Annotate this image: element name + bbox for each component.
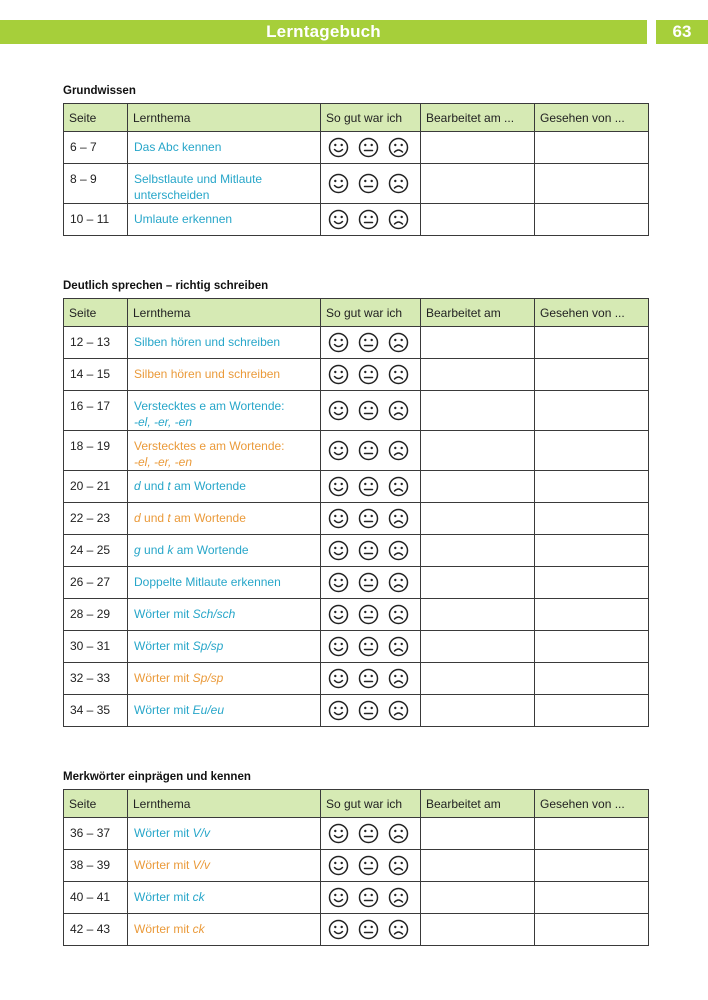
learning-table [63, 298, 649, 727]
rating-faces [321, 359, 421, 391]
table-row [64, 431, 649, 471]
happy-face-icon[interactable] [328, 173, 349, 194]
page-range: 10 – 11 [64, 204, 128, 236]
topic-text: Wörter mit [134, 671, 193, 685]
page-range: 26 – 27 [64, 567, 128, 599]
checked-by-cell[interactable] [535, 359, 649, 391]
date-cell[interactable] [421, 535, 535, 567]
face-rating-group [321, 540, 420, 561]
learning-topic [128, 503, 321, 535]
sad-face-icon[interactable] [388, 332, 409, 353]
topic-text: und [140, 479, 168, 493]
column-header-so-gut-war-ich: So gut war ich [321, 299, 421, 327]
learning-topic [128, 471, 321, 503]
section-deutlich-sprechen [63, 280, 648, 727]
checked-by-cell[interactable] [535, 503, 649, 535]
learning-topic [128, 431, 321, 471]
learning-topic [128, 164, 321, 204]
rating-faces [321, 431, 421, 471]
topic-text: Silben hören und schreiben [134, 367, 281, 381]
happy-face-icon[interactable] [328, 572, 349, 593]
topic-text: V/v [192, 858, 211, 872]
face-rating-group [321, 440, 420, 461]
happy-face-icon[interactable] [328, 364, 349, 385]
sad-face-icon[interactable] [388, 476, 409, 497]
topic-text: Verstecktes e am Wortende: [134, 399, 285, 413]
checked-by-cell[interactable] [535, 818, 649, 850]
table-row [64, 204, 649, 236]
table-row [64, 599, 649, 631]
table-row [64, 327, 649, 359]
date-cell[interactable] [421, 327, 535, 359]
column-header-so-gut-war-ich: So gut war ich [321, 790, 421, 818]
rating-faces [321, 391, 421, 431]
date-cell[interactable] [421, 882, 535, 914]
page-range: 12 – 13 [64, 327, 128, 359]
happy-face-icon[interactable] [328, 508, 349, 529]
table-row [64, 535, 649, 567]
rating-faces [321, 132, 421, 164]
page-range: 8 – 9 [64, 164, 128, 204]
checked-by-cell[interactable] [535, 599, 649, 631]
topic-text: k [167, 543, 174, 557]
sad-face-icon[interactable] [388, 364, 409, 385]
table-row [64, 359, 649, 391]
face-rating-group [321, 572, 420, 593]
learning-topic [128, 914, 321, 946]
table-row [64, 818, 649, 850]
page-number-box [656, 20, 708, 44]
neutral-face-icon[interactable] [358, 636, 379, 657]
table-row [64, 882, 649, 914]
date-cell[interactable] [421, 567, 535, 599]
date-cell[interactable] [421, 132, 535, 164]
face-rating-group [321, 137, 420, 158]
section-title: Merkwörter einprägen und kennen [63, 771, 251, 783]
topic-text: am Wortende [173, 543, 249, 557]
topic-text: Sp/sp [192, 639, 224, 653]
checked-by-cell[interactable] [535, 631, 649, 663]
learning-topic [128, 631, 321, 663]
face-rating-group [321, 919, 420, 940]
table-row [64, 914, 649, 946]
neutral-face-icon[interactable] [358, 440, 379, 461]
face-rating-group [321, 209, 420, 230]
topic-text: Wörter mit [134, 858, 193, 872]
table-header-row [64, 104, 649, 132]
sad-face-icon[interactable] [388, 209, 409, 230]
date-cell[interactable] [421, 204, 535, 236]
neutral-face-icon[interactable] [358, 668, 379, 689]
date-cell[interactable] [421, 164, 535, 204]
column-header-seite: Seite [64, 299, 128, 327]
page-range: 30 – 31 [64, 631, 128, 663]
rating-faces [321, 567, 421, 599]
happy-face-icon[interactable] [328, 476, 349, 497]
rating-faces [321, 882, 421, 914]
learning-topic [128, 882, 321, 914]
table-row [64, 503, 649, 535]
table-row [64, 391, 649, 431]
face-rating-group [321, 332, 420, 353]
neutral-face-icon[interactable] [358, 400, 379, 421]
rating-faces [321, 850, 421, 882]
face-rating-group [321, 700, 420, 721]
section-title: Deutlich sprechen – richtig schreiben [63, 280, 269, 292]
page-range: 14 – 15 [64, 359, 128, 391]
page-range: 34 – 35 [64, 695, 128, 727]
checked-by-cell[interactable] [535, 391, 649, 431]
neutral-face-icon[interactable] [358, 855, 379, 876]
neutral-face-icon[interactable] [358, 700, 379, 721]
date-cell[interactable] [421, 471, 535, 503]
topic-text: Silben hören und schreiben [134, 335, 281, 349]
sad-face-icon[interactable] [388, 572, 409, 593]
topic-text: Wörter mit [134, 922, 193, 936]
column-header-so-gut-war-ich: So gut war ich [321, 104, 421, 132]
learning-topic [128, 850, 321, 882]
column-header-lernthema: Lernthema [128, 104, 321, 132]
topic-text: Umlaute erkennen [134, 212, 233, 226]
sad-face-icon[interactable] [388, 604, 409, 625]
checked-by-cell[interactable] [535, 431, 649, 471]
face-rating-group [321, 364, 420, 385]
neutral-face-icon[interactable] [358, 332, 379, 353]
happy-face-icon[interactable] [328, 636, 349, 657]
column-header-bearbeitet-am: Bearbeitet am ... [421, 104, 535, 132]
happy-face-icon[interactable] [328, 823, 349, 844]
page-range: 6 – 7 [64, 132, 128, 164]
topic-text: Wörter mit [134, 890, 193, 904]
topic-text: Selbstlaute und Mitlaute unterscheiden [134, 172, 263, 202]
learning-topic [128, 359, 321, 391]
rating-faces [321, 818, 421, 850]
learning-topic [128, 204, 321, 236]
learning-topic [128, 327, 321, 359]
checked-by-cell[interactable] [535, 850, 649, 882]
date-cell[interactable] [421, 631, 535, 663]
column-header-seite: Seite [64, 790, 128, 818]
topic-text: g [134, 543, 141, 557]
rating-faces [321, 695, 421, 727]
rating-faces [321, 204, 421, 236]
learning-topic [128, 818, 321, 850]
topic-text: V/v [192, 826, 211, 840]
topic-text: und [140, 543, 168, 557]
happy-face-icon[interactable] [328, 137, 349, 158]
date-cell[interactable] [421, 359, 535, 391]
checked-by-cell[interactable] [535, 535, 649, 567]
neutral-face-icon[interactable] [358, 364, 379, 385]
sad-face-icon[interactable] [388, 700, 409, 721]
happy-face-icon[interactable] [328, 209, 349, 230]
face-rating-group [321, 887, 420, 908]
neutral-face-icon[interactable] [358, 887, 379, 908]
checked-by-cell[interactable] [535, 204, 649, 236]
section-grundwissen [63, 85, 648, 236]
table-row [64, 471, 649, 503]
neutral-face-icon[interactable] [358, 476, 379, 497]
neutral-face-icon[interactable] [358, 173, 379, 194]
happy-face-icon[interactable] [328, 919, 349, 940]
learning-topic [128, 695, 321, 727]
checked-by-cell[interactable] [535, 914, 649, 946]
date-cell[interactable] [421, 431, 535, 471]
face-rating-group [321, 855, 420, 876]
happy-face-icon[interactable] [328, 604, 349, 625]
topic-text: ck [192, 890, 205, 904]
column-header-lernthema: Lernthema [128, 790, 321, 818]
checked-by-cell[interactable] [535, 132, 649, 164]
happy-face-icon[interactable] [328, 668, 349, 689]
date-cell[interactable] [421, 914, 535, 946]
learning-topic [128, 663, 321, 695]
topic-text: d [134, 479, 141, 493]
column-header-seite: Seite [64, 104, 128, 132]
topic-text: Eu/eu [192, 703, 225, 717]
sad-face-icon[interactable] [388, 919, 409, 940]
sad-face-icon[interactable] [388, 636, 409, 657]
page-range: 20 – 21 [64, 471, 128, 503]
learning-topic [128, 132, 321, 164]
page-title: Lerntagebuch [266, 22, 381, 41]
topic-text: Wörter mit [134, 826, 193, 840]
topic-text: am Wortende [170, 511, 246, 525]
topic-text: und [140, 511, 168, 525]
learning-topic [128, 535, 321, 567]
date-cell[interactable] [421, 503, 535, 535]
table-header-row [64, 299, 649, 327]
sad-face-icon[interactable] [388, 508, 409, 529]
column-header-gesehen-von: Gesehen von ... [535, 790, 649, 818]
topic-text: Das Abc kennen [134, 140, 222, 154]
page-range: 36 – 37 [64, 818, 128, 850]
topic-text: d [134, 511, 141, 525]
happy-face-icon[interactable] [328, 887, 349, 908]
neutral-face-icon[interactable] [358, 572, 379, 593]
topic-text: Sp/sp [192, 671, 224, 685]
column-header-bearbeitet-am: Bearbeitet am [421, 790, 535, 818]
table-row [64, 132, 649, 164]
column-header-bearbeitet-am: Bearbeitet am [421, 299, 535, 327]
checked-by-cell[interactable] [535, 164, 649, 204]
face-rating-group [321, 636, 420, 657]
table-row [64, 850, 649, 882]
neutral-face-icon[interactable] [358, 823, 379, 844]
sad-face-icon[interactable] [388, 823, 409, 844]
topic-text: am Wortende [170, 479, 246, 493]
checked-by-cell[interactable] [535, 327, 649, 359]
rating-faces [321, 164, 421, 204]
sad-face-icon[interactable] [388, 855, 409, 876]
rating-faces [321, 663, 421, 695]
learning-table [63, 103, 649, 236]
column-header-lernthema: Lernthema [128, 299, 321, 327]
sad-face-icon[interactable] [388, 887, 409, 908]
topic-text: Wörter mit [134, 639, 193, 653]
topic-text: Wörter mit [134, 607, 193, 621]
page-range: 24 – 25 [64, 535, 128, 567]
learning-topic [128, 567, 321, 599]
page-range: 28 – 29 [64, 599, 128, 631]
face-rating-group [321, 823, 420, 844]
date-cell[interactable] [421, 599, 535, 631]
rating-faces [321, 471, 421, 503]
neutral-face-icon[interactable] [358, 508, 379, 529]
neutral-face-icon[interactable] [358, 919, 379, 940]
rating-faces [321, 631, 421, 663]
rating-faces [321, 914, 421, 946]
table-row [64, 567, 649, 599]
table-row [64, 631, 649, 663]
table-row [64, 695, 649, 727]
page-range: 40 – 41 [64, 882, 128, 914]
face-rating-group [321, 604, 420, 625]
rating-faces [321, 535, 421, 567]
happy-face-icon[interactable] [328, 540, 349, 561]
happy-face-icon[interactable] [328, 400, 349, 421]
date-cell[interactable] [421, 818, 535, 850]
checked-by-cell[interactable] [535, 567, 649, 599]
face-rating-group [321, 173, 420, 194]
date-cell[interactable] [421, 850, 535, 882]
section-merkwoerter [63, 771, 648, 946]
topic-text: Doppelte Mitlaute erkennen [134, 575, 281, 589]
face-rating-group [321, 668, 420, 689]
rating-faces [321, 503, 421, 535]
face-rating-group [321, 476, 420, 497]
page-range: 38 – 39 [64, 850, 128, 882]
topic-text: -el, -er, -en [134, 415, 193, 429]
checked-by-cell[interactable] [535, 663, 649, 695]
happy-face-icon[interactable] [328, 332, 349, 353]
checked-by-cell[interactable] [535, 882, 649, 914]
sad-face-icon[interactable] [388, 540, 409, 561]
neutral-face-icon[interactable] [358, 209, 379, 230]
neutral-face-icon[interactable] [358, 604, 379, 625]
header-bar [0, 20, 647, 44]
topic-text: t [167, 479, 171, 493]
face-rating-group [321, 400, 420, 421]
happy-face-icon[interactable] [328, 700, 349, 721]
table-header-row [64, 790, 649, 818]
sad-face-icon[interactable] [388, 400, 409, 421]
page-range: 18 – 19 [64, 431, 128, 471]
page-number: 63 [672, 22, 692, 41]
happy-face-icon[interactable] [328, 440, 349, 461]
neutral-face-icon[interactable] [358, 540, 379, 561]
sad-face-icon[interactable] [388, 440, 409, 461]
learning-topic [128, 599, 321, 631]
column-header-gesehen-von: Gesehen von ... [535, 104, 649, 132]
date-cell[interactable] [421, 663, 535, 695]
topic-text: Wörter mit [134, 703, 193, 717]
sad-face-icon[interactable] [388, 137, 409, 158]
date-cell[interactable] [421, 695, 535, 727]
topic-text: ck [192, 922, 205, 936]
topic-text: Sch/sch [192, 607, 236, 621]
rating-faces [321, 327, 421, 359]
topic-text: -el, -er, -en [134, 455, 193, 469]
topic-text: Verstecktes e am Wortende: [134, 439, 285, 453]
date-cell[interactable] [421, 391, 535, 431]
column-header-gesehen-von: Gesehen von ... [535, 299, 649, 327]
learning-topic [128, 391, 321, 431]
checked-by-cell[interactable] [535, 471, 649, 503]
page-range: 42 – 43 [64, 914, 128, 946]
topic-text: t [167, 511, 171, 525]
table-row [64, 663, 649, 695]
page-range: 16 – 17 [64, 391, 128, 431]
face-rating-group [321, 508, 420, 529]
sad-face-icon[interactable] [388, 668, 409, 689]
learning-table [63, 789, 649, 946]
table-row [64, 164, 649, 204]
neutral-face-icon[interactable] [358, 137, 379, 158]
page-range: 32 – 33 [64, 663, 128, 695]
section-title: Grundwissen [63, 85, 136, 97]
rating-faces [321, 599, 421, 631]
checked-by-cell[interactable] [535, 695, 649, 727]
page-range: 22 – 23 [64, 503, 128, 535]
happy-face-icon[interactable] [328, 855, 349, 876]
sad-face-icon[interactable] [388, 173, 409, 194]
